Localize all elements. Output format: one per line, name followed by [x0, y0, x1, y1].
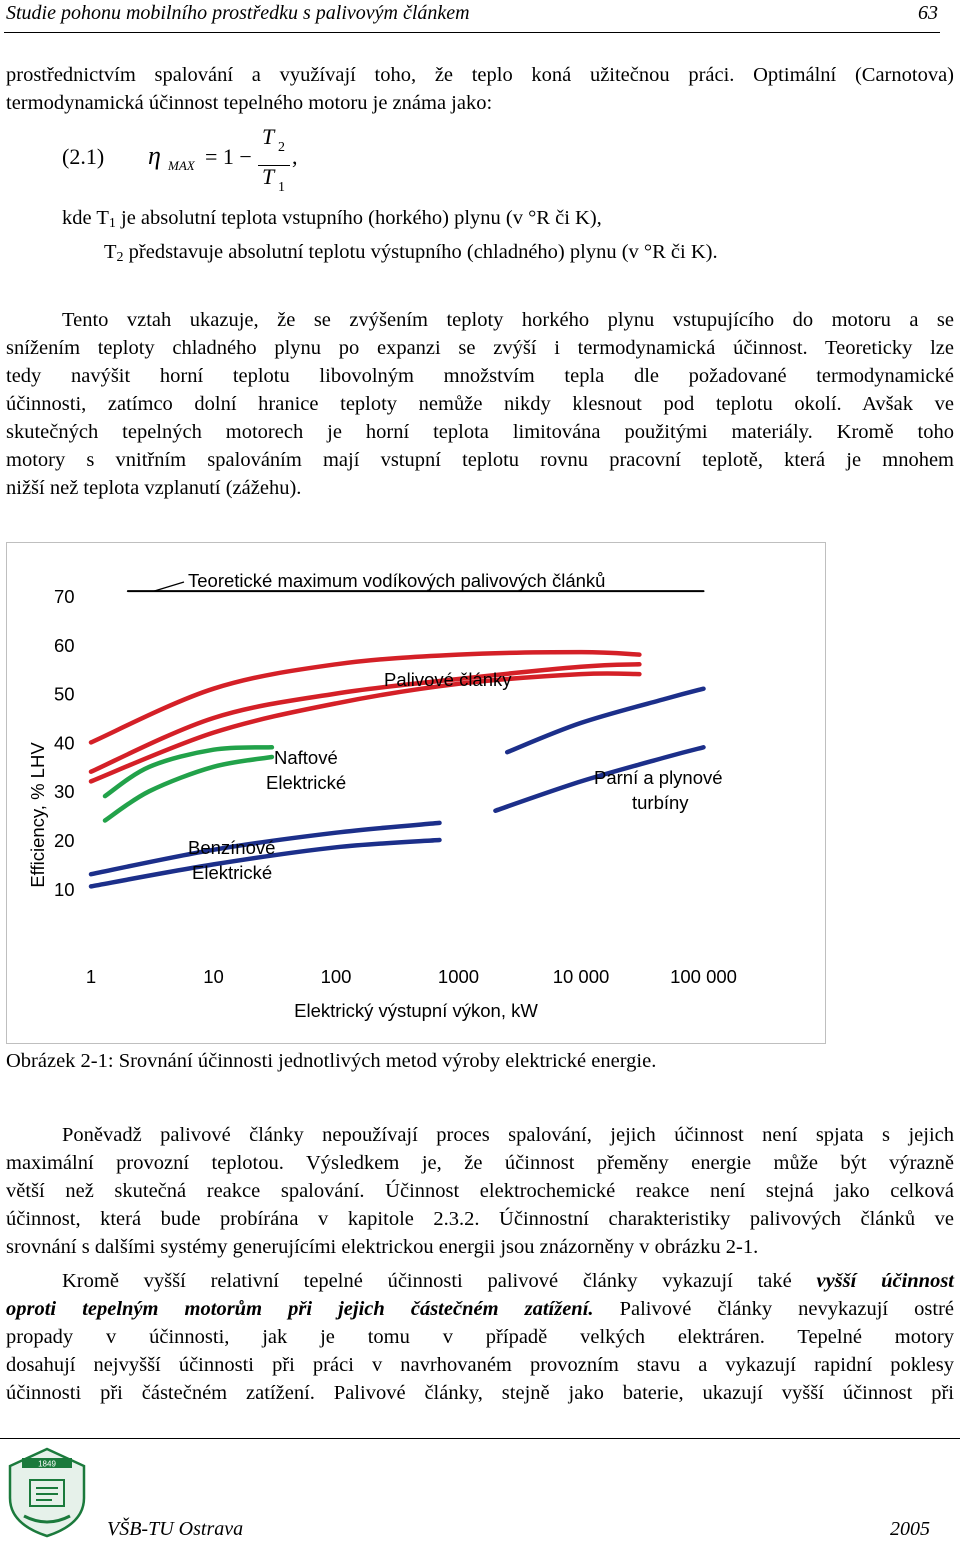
- definition-t2: [104, 238, 718, 272]
- para3-line-3: propady v účinnosti, jak je tomu v případě velkých elektráren. Tepelné motory: [6, 1326, 954, 1348]
- equation-denominator-subscript: 1: [278, 180, 285, 195]
- para1-line: Tento vztah ukazuje, že se zvýšením teploty horkého plynu vstupujícího do motoru a se: [62, 309, 954, 331]
- label-fuel-cells: Palivové články: [384, 669, 512, 690]
- equation-comma: ,: [292, 144, 298, 169]
- figure-caption: Obrázek 2-1: Srovnání účinnosti jednotlivých metod výroby elektrické energie.: [6, 1050, 657, 1072]
- definition-t2-symbol: T: [104, 241, 117, 263]
- para3-line-5: účinnosti při částečném zatížení. Palivové články, stejně jako baterie, ukazují vyšší účinnost při: [6, 1382, 954, 1404]
- para3-line-4: dosahují nejvyšší účinnosti při práci v navrhovaném provozním stavu a vykazují rapidní poklesy: [6, 1354, 954, 1376]
- para2-line: maximální provozní teplotou. Výsledkem je, že účinnost přeměny energie může být výrazně: [6, 1152, 954, 1174]
- y-tick-label: 70: [54, 586, 75, 607]
- y-tick-label: 30: [54, 781, 75, 803]
- para3-text: Kromě vyšší relativní tepelné účinnosti palivové články vykazují také: [62, 1270, 817, 1292]
- label-petrol-1: Benzínové: [188, 837, 276, 858]
- university-logo: [6, 1446, 88, 1538]
- para1-line: motory s vnitřním spalováním mají vstupní teplotu rovnu pracovní teplotě, která je mnohem: [6, 449, 954, 471]
- chart-y-axis-label: Efficiency, % LHV: [27, 742, 48, 888]
- definition-t1-text: je absolutní teplota vstupního (horkého) plynu (v °R či K),: [115, 207, 602, 229]
- definition-t1: [62, 204, 602, 238]
- y-tick-label: 50: [54, 683, 75, 705]
- equation-one-minus: = 1 −: [205, 144, 252, 169]
- x-tick-label: 100 000: [670, 966, 737, 987]
- equation-eta-subscript: MAX: [168, 158, 195, 173]
- y-tick-label: 20: [54, 830, 75, 851]
- label-diesel-1: Naftové: [274, 747, 338, 768]
- footer-year: 2005: [890, 1518, 930, 1540]
- para2-line: účinnost, která bude probírána v kapitole 2.3.2. Účinnostní charakteristiky palivových článků ve: [6, 1208, 954, 1230]
- para1-line: nižší než teplota vzplanutí (zážehu).: [6, 477, 302, 499]
- y-tick-label: 10: [54, 878, 75, 900]
- para3-text: Palivové články nevykazují ostré: [593, 1298, 955, 1320]
- label-diesel-2: Elektrické: [266, 772, 347, 793]
- running-header-title: Studie pohonu mobilního prostředku s palivovým článkem: [6, 2, 470, 24]
- header-rule: [4, 32, 940, 33]
- intro-line-1: prostřednictvím spalování a využívají toho, že teplo koná užitečnou práci. Optimální (Carnotova): [6, 64, 954, 86]
- para3-line-1: [6, 1267, 954, 1295]
- x-tick-label: 10 000: [552, 966, 610, 987]
- efficiency-chart: [6, 542, 826, 1044]
- equation-number: (2.1): [62, 144, 105, 169]
- y-tick-label: 60: [54, 634, 75, 656]
- para2-line: Poněvadž palivové články nepoužívají proces spalování, jejich účinnost není spjata s jejich: [62, 1124, 954, 1146]
- page-number: 63: [918, 2, 938, 24]
- definition-t1-sub: 1: [108, 216, 116, 231]
- para3-line-2: [6, 1295, 954, 1323]
- footer-rule: [0, 1438, 960, 1439]
- intro-line-2: termodynamická účinnost tepelného motoru je známa jako:: [6, 92, 493, 114]
- equation-numerator: T: [262, 124, 275, 149]
- y-tick-label: 40: [54, 732, 75, 754]
- equation-denominator: T: [262, 164, 275, 189]
- para2-line: větší než skutečná reakce spalování. Účinnost elektrochemické reakce není stejná jako celková: [6, 1180, 954, 1202]
- para3-emphasis: oproti tepelným motorům při jejich částečném zatížení.: [6, 1298, 594, 1320]
- para1-line: snížením teploty chladného plynu po expanzi se zvýší i termodynamická účinnost. Teoreticky lze: [6, 337, 954, 359]
- equation-numerator-subscript: 2: [278, 140, 285, 155]
- para1-line: tedy navýšit horní teplotu libovolným množstvím tepla dle požadované termodynamické: [6, 365, 954, 387]
- footer-institution: VŠB-TU Ostrava: [107, 1518, 244, 1540]
- x-tick-label: 1000: [437, 966, 480, 987]
- definition-t2-text: představuje absolutní teplotu výstupního (chladného) plynu (v °R či K).: [123, 241, 718, 263]
- para1-line: účinnosti, zatímco dolní hranice teploty nemůže nikdy klesnout pod teplotu okolí. Avšak ve: [6, 393, 954, 415]
- para2-line: srovnání s dalšími systémy generujícími elektrickou energii jsou znázorněny v obrázku 2-1.: [6, 1236, 759, 1258]
- label-steam-2: turbíny: [632, 792, 689, 813]
- definition-t2-sub: 2: [116, 250, 124, 265]
- chart-title: Teoretické maximum vodíkových palivových článků: [188, 570, 606, 591]
- chart-x-axis-label: Elektrický výstupní výkon, kW: [294, 1000, 538, 1021]
- x-tick-label: 10: [203, 966, 224, 987]
- label-steam-1: Parní a plynové: [594, 767, 723, 788]
- x-tick-label: 100: [320, 966, 352, 987]
- x-tick-label: 1: [85, 966, 97, 987]
- definition-t1-symbol: kde T: [62, 207, 109, 229]
- label-petrol-2: Elektrické: [192, 862, 273, 883]
- para3-emphasis: vyšší účinnost: [816, 1270, 954, 1292]
- logo-year: 1849: [38, 1459, 56, 1469]
- para1-line: skutečných tepelných motorech je horní teplota limitována použitými materiály. Kromě toho: [6, 421, 954, 443]
- equation-eta: η: [148, 141, 161, 170]
